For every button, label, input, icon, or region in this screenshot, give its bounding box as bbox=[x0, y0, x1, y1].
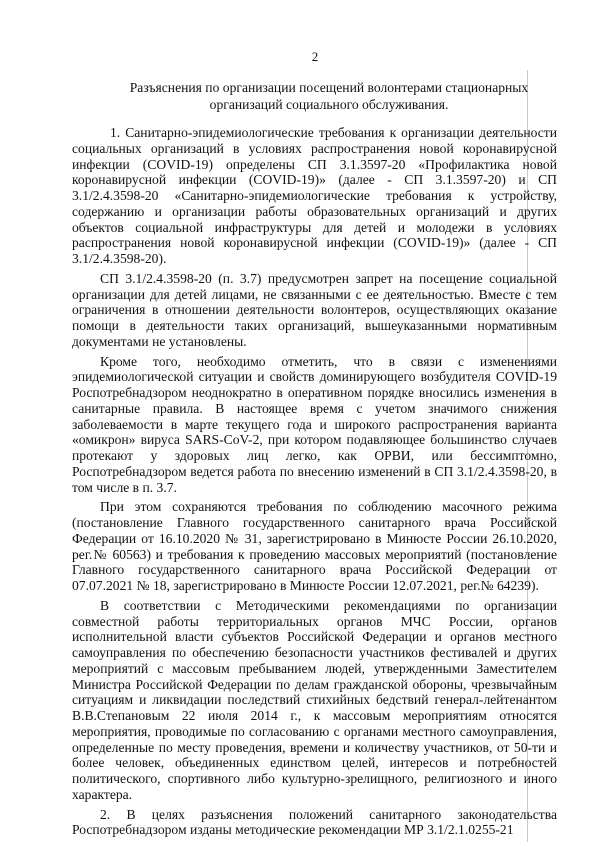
paragraph-2: СП 3.1/2.4.3598-20 (п. 3.7) предусмотрен запрет на посещение социальной организации для детей лицами, не связанными с ее деятельностью. Вместе с тем ограничения в отношении деятельности волонтеров, осуществляющих оказание помощи в деятельности таких организаций, вышеуказанными нормативным документами не установлены. bbox=[72, 270, 557, 349]
paragraph-3: Кроме того, необходимо отметить, что в связи с изменениями эпидемиологической ситуации и свойств доминирующего возбудителя COVID-19 Роспотребнадзором неоднократно в оперативном порядке вносились изменения в санитарные правила. В настоящее время с учетом значимого снижения заболеваемости в марте текущего года и широкого распространения варианта «омикрон» вируса SARS-CoV-2, при котором подавляющее большинство случаев протекают у здоровых лиц легко, как ОРВИ, или бессимптомно, Роспотребнадзором ведется работа по внесению изменений в СП 3.1/2.4.3598-20, в том числе в п. 3.7. bbox=[72, 353, 557, 495]
paragraph-6: 2. В целях разъяснения положений санитарного законодательства Роспотребнадзором изданы методические рекомендации МР 3.1/2.1.0255-21 bbox=[72, 806, 557, 838]
paragraph-4: При этом сохраняются требования по соблюдению масочного режима (постановление Главного государственного санитарного врача Российской Федерации от 16.10.2020 № 31, зарегистрировано в Минюсте России 26.10.2020, рег.№ 60563) и требования к проведению массовых мероприятий (постановление Главного государственного санитарного врача Российской Федерации от 07.07.2021 № 18, зарегистрировано в Минюсте России 12.07.2021, рег.№ 64239). bbox=[72, 499, 557, 593]
document-body bbox=[72, 125, 557, 838]
paragraph-1: 1. Санитарно-эпидемиологические требования к организации деятельности социальных организаций в условиях распространения новой коронавирусной инфекции (COVID-19) определены СП 3.1.3597-20 «Профилактика новой коронавирусной инфекции (COVID-19)» (далее - СП 3.1.3597-20) и СП 3.1/2.4.3598-20 «Санитарно-эпидемиологические требования к устройству, содержанию и организации работы образовательных организаций и других объектов социальной инфраструктуры для детей и молодежи в условиях распространения новой коронавирусной инфекции (COVID-19)» (далее - СП 3.1/2.4.3598-20). bbox=[72, 125, 557, 266]
paragraph-5: В соответствии с Методическими рекомендациями по организации совместной работы территориальных органов МЧС России, органов исполнительной власти субъектов Российской Федерации и органов местного самоуправления по обеспечению безопасности участников фестивалей и других мероприятий с массовым пребыванием людей, утвержденными Заместителем Министра Российской Федерации по делам гражданской обороны, чрезвычайным ситуациям и ликвидации последствий стихийных бедствий генерал-лейтенантом В.В.Степановым 22 июля 2014 г., к массовым мероприятиям относятся мероприятия, проводимые по согласованию с органами местного самоуправления, определенные по месту проведения, времени и количеству участников, от 50-ти и более человек, объединенных единством целей, интересов и потребностей политического, спортивного либо культурно-зрелищного, религиозного и иного характера. bbox=[72, 597, 557, 802]
document-title: Разъяснения по организации посещений волонтерами стационарных организаций социального обслуживания. bbox=[129, 80, 529, 112]
page-number: 2 bbox=[311, 49, 319, 64]
